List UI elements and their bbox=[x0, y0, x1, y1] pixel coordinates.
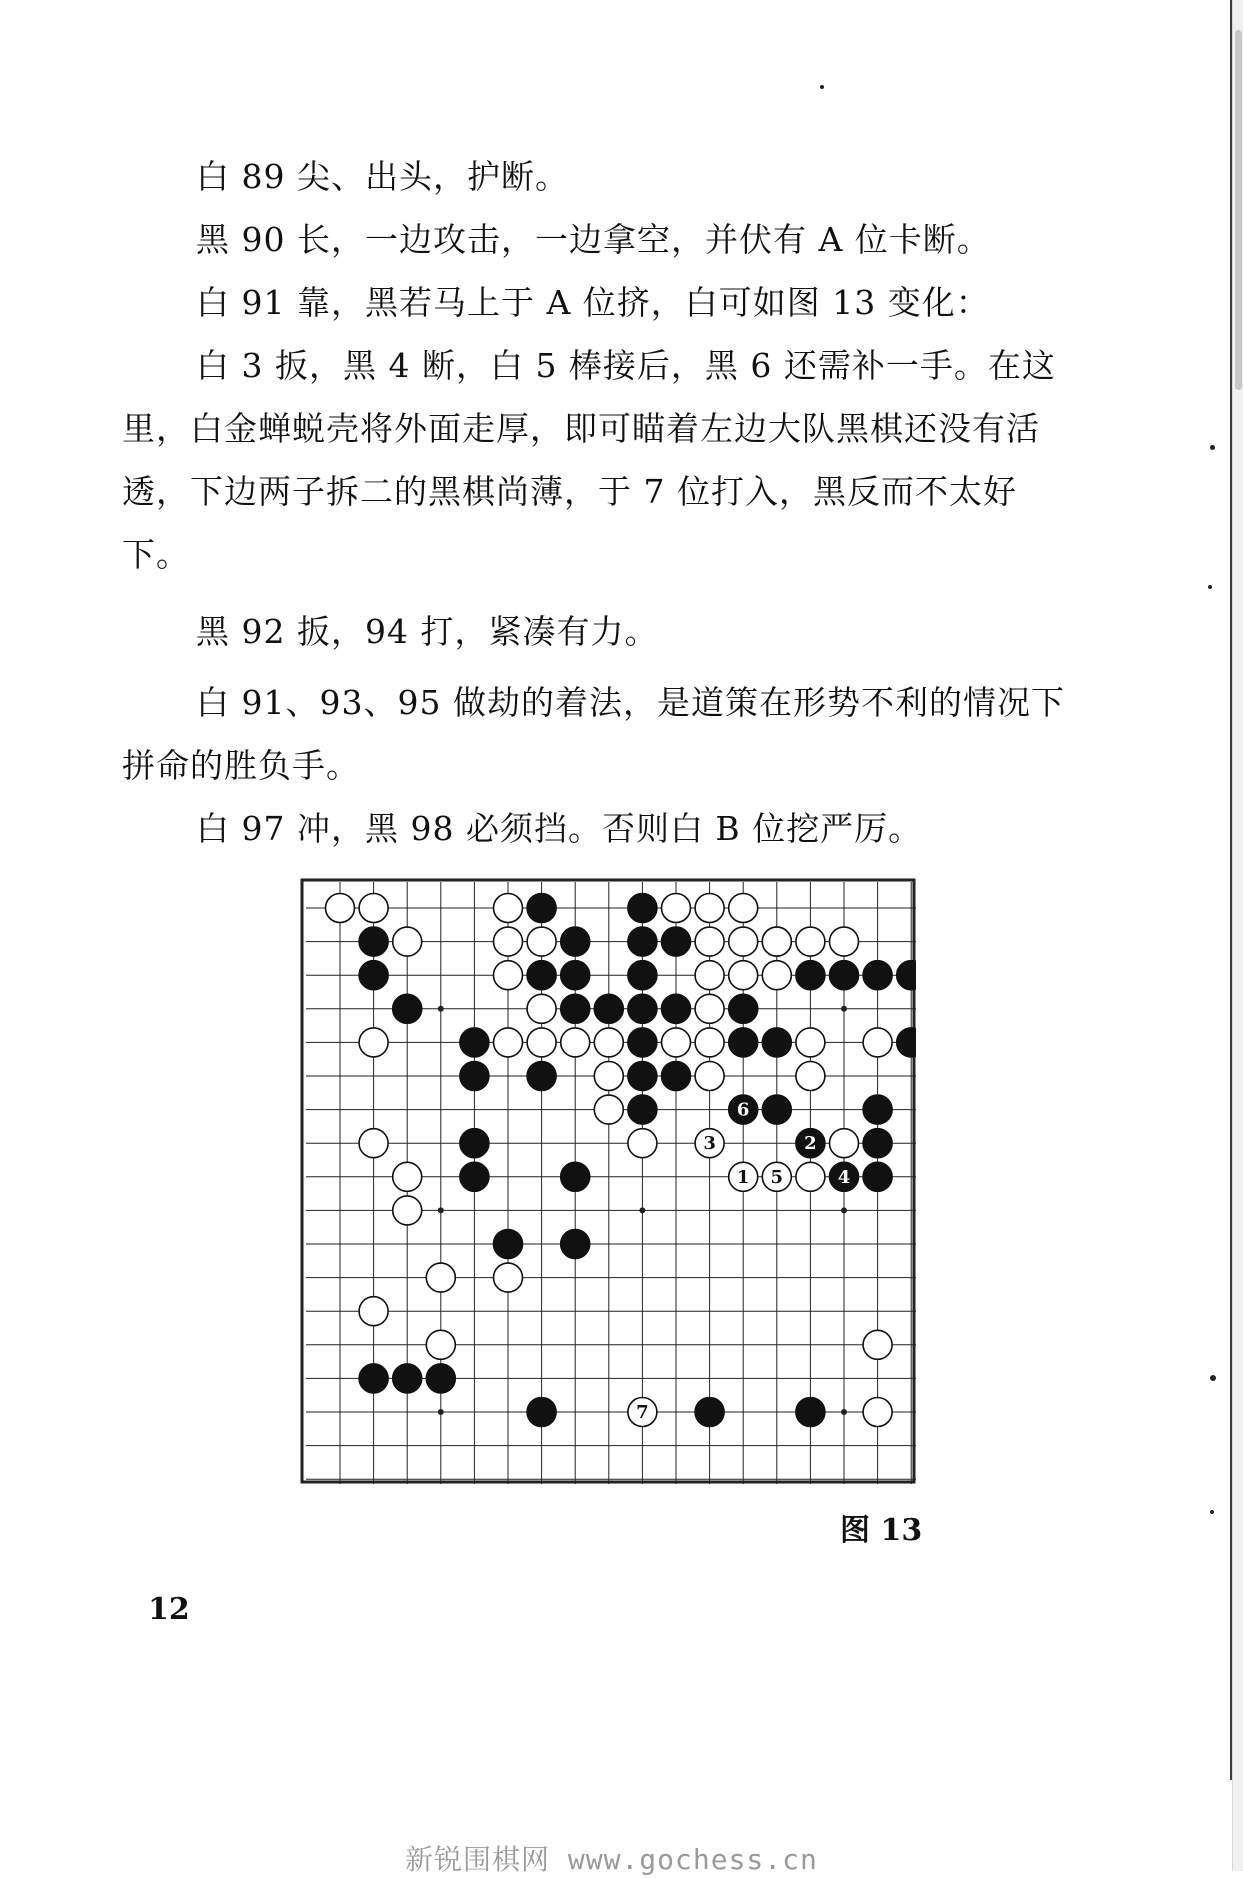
stone-number-label: 2 bbox=[804, 1133, 817, 1155]
white-stone bbox=[561, 1028, 590, 1057]
black-stone bbox=[628, 1028, 657, 1057]
scan-speck bbox=[1210, 1510, 1214, 1514]
white-stone bbox=[359, 894, 388, 923]
go-board bbox=[300, 878, 916, 1484]
watermark: 新锐围棋网 www.gochess.cn bbox=[405, 1843, 818, 1876]
white-stone bbox=[863, 1398, 892, 1427]
black-stone bbox=[796, 1398, 825, 1427]
star-point bbox=[438, 1207, 444, 1213]
black-stone bbox=[863, 1095, 892, 1124]
white-stone bbox=[393, 927, 422, 956]
black-stone bbox=[393, 994, 422, 1023]
black-stone bbox=[863, 1129, 892, 1158]
star-point bbox=[841, 1207, 847, 1213]
white-stone bbox=[359, 1028, 388, 1057]
black-stone bbox=[729, 1028, 758, 1057]
black-stone bbox=[561, 927, 590, 956]
black-stone bbox=[662, 927, 691, 956]
white-stone bbox=[494, 1028, 523, 1057]
white-stone bbox=[359, 1129, 388, 1158]
black-stone bbox=[729, 994, 758, 1023]
white-stone bbox=[326, 894, 355, 923]
star-point bbox=[841, 1409, 847, 1415]
black-stone bbox=[762, 1028, 791, 1057]
black-stone bbox=[863, 961, 892, 990]
stone-number-label: 3 bbox=[703, 1133, 716, 1155]
black-stone bbox=[628, 1095, 657, 1124]
white-stone bbox=[796, 927, 825, 956]
black-stone bbox=[695, 1398, 724, 1427]
white-stone bbox=[594, 1062, 623, 1091]
black-stone bbox=[426, 1364, 455, 1393]
black-stone bbox=[460, 1028, 489, 1057]
paragraph-1: 白 89 尖、出头，护断。 bbox=[196, 157, 569, 196]
stone-number-label: 5 bbox=[770, 1166, 784, 1188]
white-stone bbox=[796, 1028, 825, 1057]
white-stone bbox=[594, 1095, 623, 1124]
black-stone bbox=[662, 994, 691, 1023]
stone-number-label: 1 bbox=[736, 1166, 750, 1188]
white-stone bbox=[393, 1162, 422, 1191]
paragraph-4-line-2: 里，白金蝉蜕壳将外面走厚，即可瞄着左边大队黑棋还没有活 bbox=[122, 409, 1040, 448]
star-point bbox=[438, 1409, 444, 1415]
black-stone bbox=[527, 894, 556, 923]
black-stone bbox=[897, 1028, 916, 1057]
scrollbar-thumb[interactable] bbox=[1235, 30, 1242, 390]
black-stone bbox=[527, 961, 556, 990]
scan-speck bbox=[1208, 585, 1212, 589]
stone-number-label: 7 bbox=[636, 1402, 649, 1423]
black-stone bbox=[359, 927, 388, 956]
white-stone bbox=[695, 1028, 724, 1057]
white-stone bbox=[830, 927, 859, 956]
paragraph-5: 黑 92 扳，94 打，紧凑有力。 bbox=[196, 612, 659, 651]
paragraph-4: 白 3 扳，黑 4 断，白 5 棒接后，黑 6 还需补一手。在这 bbox=[196, 346, 1056, 385]
white-stone bbox=[393, 1196, 422, 1225]
white-stone bbox=[762, 961, 791, 990]
star-point bbox=[438, 1006, 444, 1012]
figure-caption: 图 13 bbox=[840, 1513, 923, 1548]
white-stone bbox=[695, 894, 724, 923]
white-stone bbox=[863, 1028, 892, 1057]
white-stone bbox=[863, 1330, 892, 1359]
scan-speck bbox=[820, 85, 824, 89]
black-stone bbox=[460, 1129, 489, 1158]
white-stone bbox=[729, 927, 758, 956]
black-stone bbox=[830, 961, 859, 990]
paragraph-4-line-4: 下。 bbox=[122, 535, 190, 574]
black-stone bbox=[460, 1162, 489, 1191]
star-point bbox=[841, 1006, 847, 1012]
black-stone bbox=[359, 1364, 388, 1393]
black-stone bbox=[561, 1230, 590, 1259]
paragraph-4-line-3: 透，下边两子拆二的黑棋尚薄，于 7 位打入，黑反而不太好 bbox=[122, 472, 1017, 511]
black-stone bbox=[527, 1062, 556, 1091]
white-stone bbox=[830, 1129, 859, 1158]
white-stone bbox=[494, 927, 523, 956]
black-stone bbox=[796, 961, 825, 990]
stone-number-label: 4 bbox=[837, 1166, 851, 1188]
vertical-scrollbar[interactable] bbox=[1232, 0, 1243, 1871]
paragraph-6-line-2: 拼命的胜负手。 bbox=[122, 746, 360, 785]
paragraph-3: 白 91 靠，黑若马上于 A 位挤，白可如图 13 变化： bbox=[196, 283, 990, 322]
white-stone bbox=[527, 1028, 556, 1057]
paragraph-2: 黑 90 长，一边攻击，一边拿空，并伏有 A 位卡断。 bbox=[196, 220, 991, 259]
white-stone bbox=[695, 1062, 724, 1091]
white-stone bbox=[796, 1162, 825, 1191]
star-point bbox=[639, 1207, 645, 1213]
scan-speck bbox=[1210, 445, 1215, 450]
white-stone bbox=[527, 994, 556, 1023]
white-stone bbox=[796, 1062, 825, 1091]
black-stone bbox=[628, 1062, 657, 1091]
black-stone bbox=[628, 994, 657, 1023]
white-stone bbox=[729, 894, 758, 923]
black-stone bbox=[527, 1398, 556, 1427]
white-stone bbox=[594, 1028, 623, 1057]
white-stone bbox=[695, 994, 724, 1023]
white-stone bbox=[695, 927, 724, 956]
black-stone bbox=[393, 1364, 422, 1393]
white-stone bbox=[695, 961, 724, 990]
paragraph-7: 白 97 冲，黑 98 必须挡。否则白 B 位挖严厉。 bbox=[196, 809, 923, 848]
page-number: 12 bbox=[148, 1592, 190, 1627]
white-stone bbox=[426, 1263, 455, 1292]
black-stone bbox=[628, 927, 657, 956]
black-stone bbox=[897, 961, 916, 990]
stone-number-label: 6 bbox=[736, 1099, 750, 1121]
black-stone bbox=[561, 1162, 590, 1191]
black-stone bbox=[561, 994, 590, 1023]
scan-speck bbox=[1210, 1375, 1216, 1381]
black-stone bbox=[762, 1095, 791, 1124]
go-diagram-figure-13 bbox=[300, 878, 916, 1488]
black-stone bbox=[494, 1230, 523, 1259]
black-stone bbox=[359, 961, 388, 990]
black-stone bbox=[460, 1062, 489, 1091]
white-stone bbox=[628, 1129, 657, 1158]
black-stone bbox=[662, 1062, 691, 1091]
white-stone bbox=[662, 894, 691, 923]
black-stone bbox=[863, 1162, 892, 1191]
white-stone bbox=[494, 961, 523, 990]
white-stone bbox=[662, 1028, 691, 1057]
white-stone bbox=[494, 894, 523, 923]
white-stone bbox=[426, 1330, 455, 1359]
white-stone bbox=[729, 961, 758, 990]
black-stone bbox=[628, 894, 657, 923]
black-stone bbox=[628, 961, 657, 990]
paragraph-6: 白 91、93、95 做劫的着法，是道策在形势不利的情况下 bbox=[196, 683, 1065, 722]
black-stone bbox=[561, 961, 590, 990]
black-stone bbox=[594, 994, 623, 1023]
white-stone bbox=[762, 927, 791, 956]
white-stone bbox=[494, 1263, 523, 1292]
white-stone bbox=[359, 1297, 388, 1326]
white-stone bbox=[527, 927, 556, 956]
